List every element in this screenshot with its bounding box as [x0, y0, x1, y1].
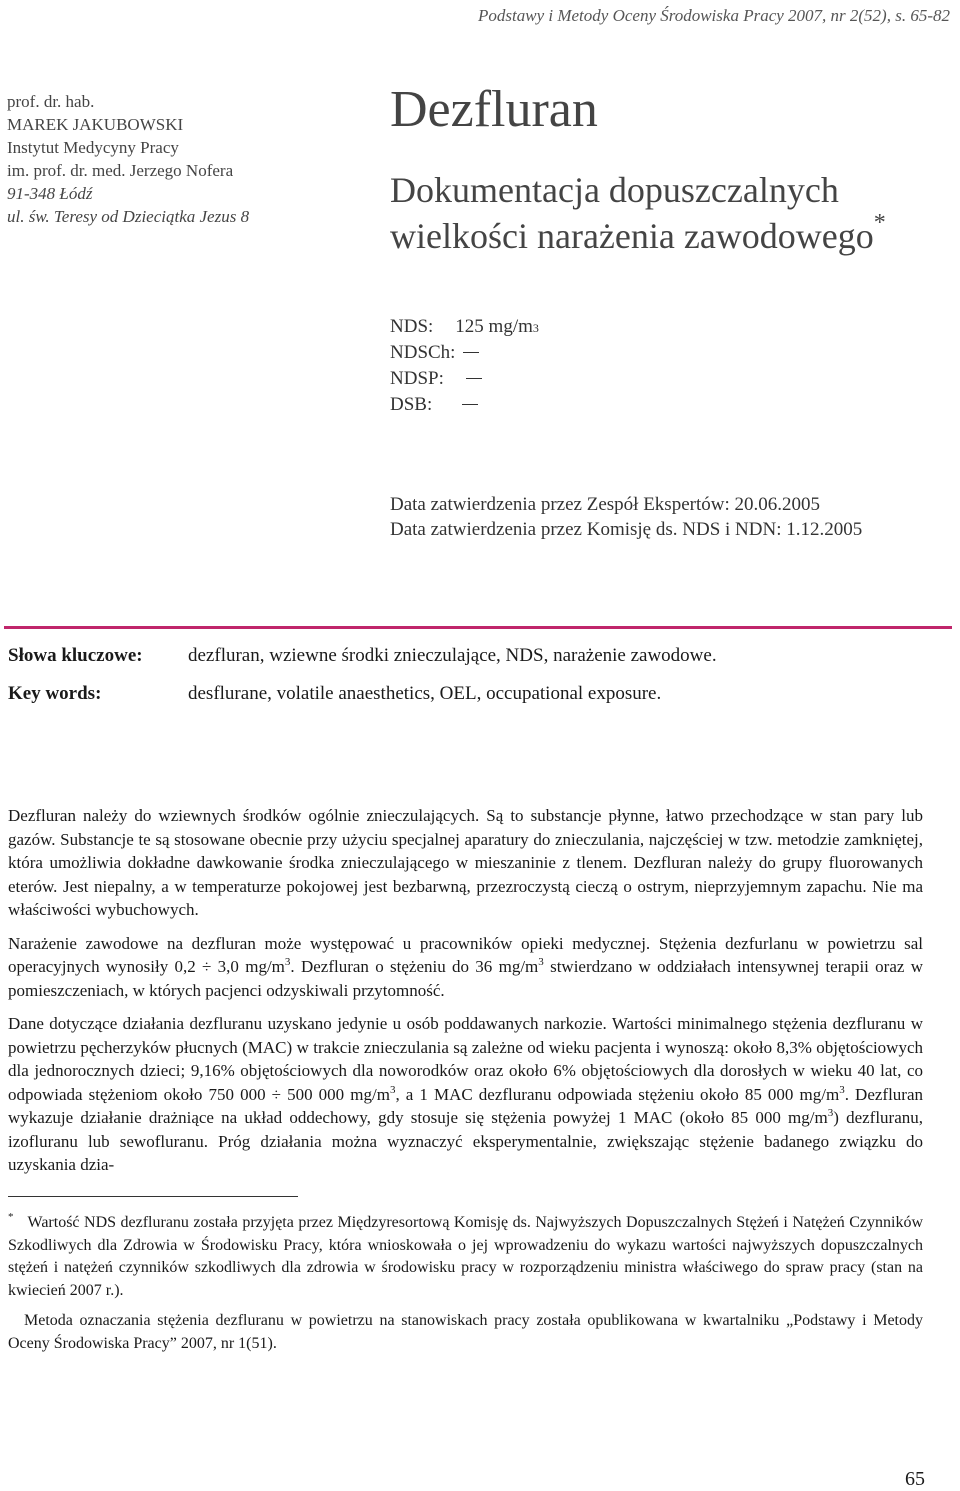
text-span: stwierdzano w oddziałach intensywnej terapii oraz w pomieszczeniach, w których pacjenci odzyskiwali przytomność.	[8, 957, 924, 1000]
author-name: MAREK JAKUBOWSKI	[7, 115, 184, 134]
exponent: 3	[827, 1107, 834, 1119]
body-paragraph-3	[8, 1012, 923, 1177]
ndsp-label: NDSP:	[390, 368, 444, 389]
ndsch-label: NDSCh:	[390, 342, 456, 363]
footnote-paragraph-2: Metoda oznaczania stężenia dezfluranu w powietrzu na stanowiskach pracy została opublikowana w kwartalniku „Podstawy i Metody Oceny Środowiska Pracy” 2007, nr 1(51).	[8, 1312, 923, 1352]
experts-approval-date: Data zatwierdzenia przez Zespół Ekspertów: 20.06.2005	[390, 494, 820, 515]
exponent: 3	[538, 956, 544, 968]
page-number: 65	[905, 1468, 925, 1490]
text-span: Narażenie zawodowe na dezfluran może występować u pracowników opieki medycznej. Stężenia dezfurlanu w powietrzu sal operacyjnych wynosiły 0,2 ÷ 3,0 mg/m	[8, 933, 923, 976]
footnote-marker: *	[873, 210, 886, 236]
dash-icon	[462, 404, 478, 405]
text-span: Dane dotyczące działania dezfluranu uzyskano jedynie u osób poddawanych narkozie. Wartości minimalnego stężenia dezfluranu w powietrzu pęcherzyków płucnych (MAC) w trakcie znieczulania są zależne od wieku pacjenta i wynoszą: około 8,3% objętościowych dla jednorocznych dzieci; 9,16% objętościowych dla noworodków oraz około 6% objętościowych dla dorosłych w wieku 40 lat, co odpowiada stężeniom około 750 000 ÷ 500 000 mg/m	[8, 1014, 923, 1104]
author-title: prof. dr. hab.	[7, 92, 95, 111]
exponent: 3	[284, 956, 291, 968]
document-title: Dezfluran	[390, 81, 598, 138]
nds-label: NDS:	[390, 316, 434, 337]
footnote	[8, 1212, 923, 1363]
nds-row: NDS: 125 mg/m 3	[390, 314, 539, 340]
document-subtitle	[390, 167, 886, 259]
author-institute: Instytut Medycyny Pracy	[7, 138, 179, 157]
subtitle-line-2: wielkości narażenia zawodowego	[390, 216, 874, 256]
author-block	[7, 90, 367, 228]
footnote-separator	[8, 1196, 298, 1197]
author-institute-name: im. prof. dr. med. Jerzego Nofera	[7, 161, 234, 180]
subtitle-line-1: Dokumentacja dopuszczalnych	[390, 170, 839, 210]
dsb-label: DSB:	[390, 394, 433, 415]
keywords-pl-value: dezfluran, wziewne środki znieczulające, NDS, narażenie zawodowe.	[188, 645, 717, 666]
ndsch-row	[390, 340, 539, 366]
body-text	[8, 804, 923, 1187]
author-street: ul. św. Teresy od Dzieciątka Jezus 8	[7, 207, 250, 226]
keywords-pl-label: Słowa kluczowe:	[8, 645, 143, 666]
footnote-marker: *	[8, 1211, 14, 1223]
footnote-paragraph-1	[8, 1212, 923, 1302]
dsb-row	[390, 392, 539, 418]
dash-icon	[463, 352, 479, 353]
nds-value: 125 mg/m	[455, 316, 533, 337]
ndsp-row	[390, 366, 539, 392]
text-span: ) dezfluranu, izofluranu lub sewofluranu. Próg działania można wyznaczyć eksperymentalnie, zwiększając stężenie badanego związku do uzyskania dzia-	[8, 1108, 924, 1174]
keywords-pl-row	[8, 645, 948, 683]
footnote-text: Wartość NDS dezfluranu została przyjęta przez Międzyresortową Komisję ds. Najwyższych Dopuszczalnych Stężeń i Natężeń Czynników Szkodliwych dla Zdrowia w Środowisku Pracy, która wnioskowała o jej wprowadzeniu do wykazu wartości najwyższych dopuszczalnych stężeń i natężeń czynników szkodliwych dla zdrowia w środowisku pracy w rozporządzeniu ministra właściwego do spraw pracy (stan na kwiecień 2007 r.).	[8, 1214, 923, 1299]
dash-icon	[466, 378, 482, 379]
text-span: . Dezfluran o stężeniu do 36 mg/m	[290, 957, 539, 976]
keywords-en-label: Key words:	[8, 683, 102, 704]
journal-header: Podstawy i Metody Oceny Środowiska Pracy 2007, nr 2(52), s. 65-82	[478, 6, 950, 25]
text-span: , a 1 MAC dezfluranu odpowiada stężeniu około 85 000 mg/m	[395, 1084, 840, 1104]
approval-dates	[390, 492, 862, 542]
author-postcode: 91-348 Łódź	[7, 184, 93, 203]
exposure-limits	[390, 314, 539, 418]
commission-approval-date: Data zatwierdzenia przez Komisję ds. NDS i NDN: 1.12.2005	[390, 519, 863, 540]
keywords-en-value: desflurane, volatile anaesthetics, OEL, occupational exposure.	[188, 683, 662, 704]
keywords-en-row	[8, 683, 948, 721]
text-span: . Dezfluran wykazuje działanie drażniące na układ oddechowy, gdy stosuje się stężenia powyżej 1 MAC (około 85 000 mg/m	[8, 1084, 923, 1127]
exponent: 3	[389, 1083, 396, 1096]
body-paragraph-2	[8, 932, 923, 1003]
divider-rule	[4, 626, 952, 629]
body-paragraph-1: Dezfluran należy do wziewnych środków ogólnie znieczulających. Są to substancje płynne, łatwo przechodzące w stan pary lub gazów. Substancje te są stosowane obecnie przy użyciu specjalnej aparatury do znieczulania, najczęściej w tzw. metodzie zamkniętej, która umożliwia dokładne dawkowanie środka znieczulającego w mieszaninie z tlenem. Dezfluran należy do grupy fluorowanych eterów. Jest niepalny, a w temperaturze pokojowej jest bezbarwną, przezroczystą cieczą o ostrym, nieprzyjemnym zapachu. Nie ma właściwości wybuchowych.	[8, 806, 923, 919]
keywords-section	[8, 645, 948, 721]
exponent: 3	[839, 1083, 845, 1096]
